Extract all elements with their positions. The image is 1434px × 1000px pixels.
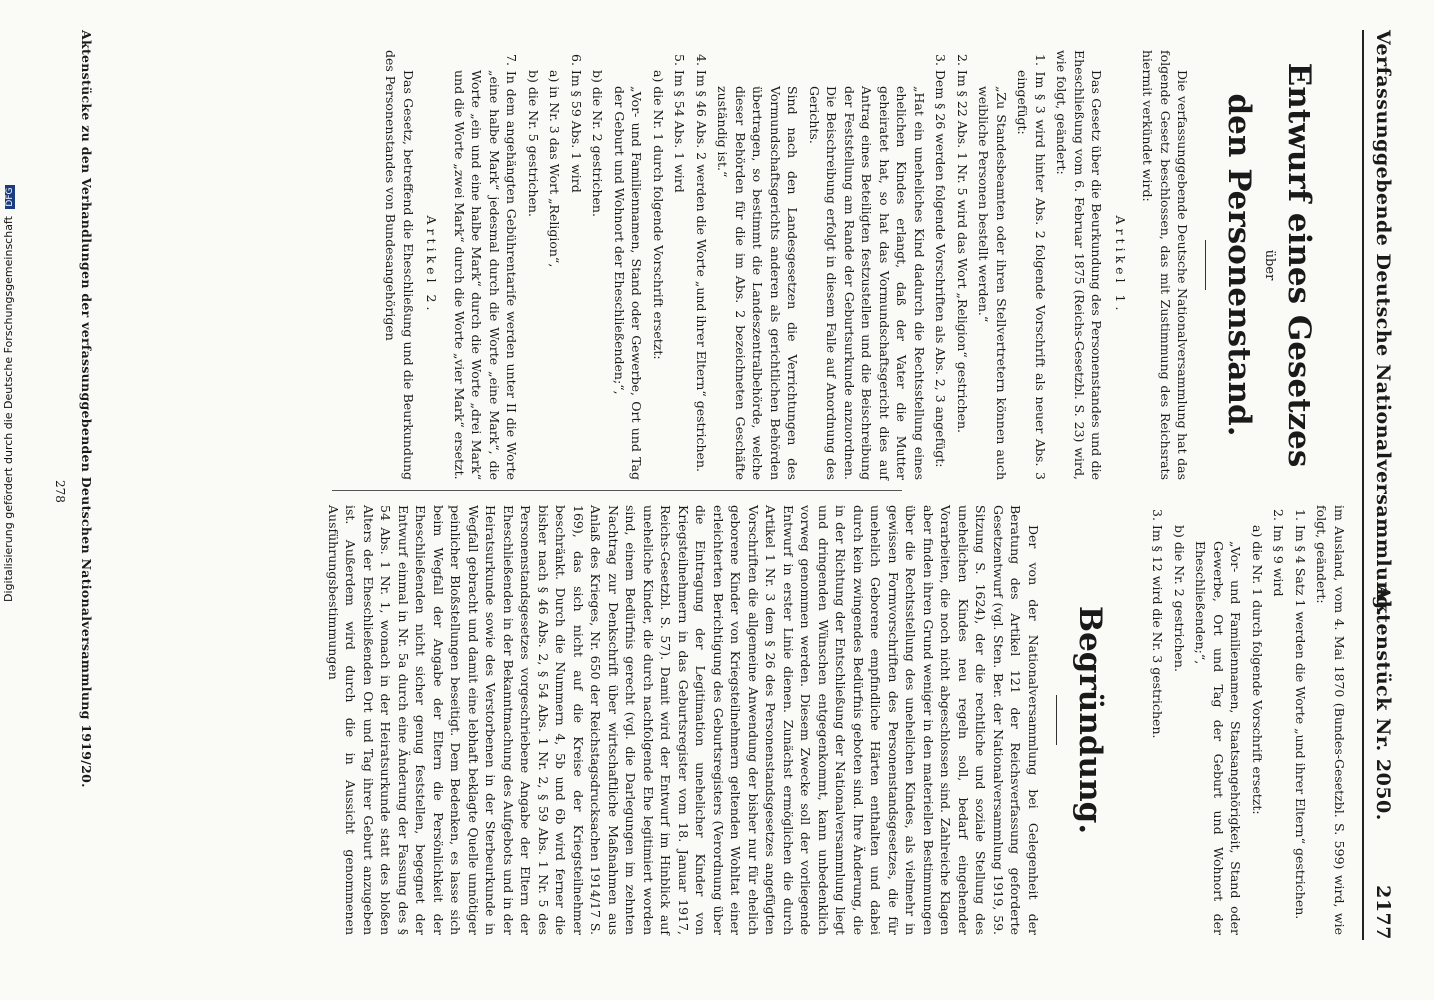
page-number: 278 [53,480,67,503]
r-item-2a-quote: „Vor- und Familiennamen, Staatsangehörigkeit, Stand oder Gewerbe, Ort und Tag der Geburt und Wohnort der Eheschließenden;“, [1193,541,1244,935]
r-item-2a: a) die Nr. 1 durch folgende Vorschrift ersetzt: [1250,525,1265,815]
column-divider [332,490,902,491]
item-3-quote-2: Sind nach den Landesgesetzen die Verrichtungen des Vormundschaftsgerichts anderen als gerichtlichen Behörden übertragen, so bestimmt die Landeszentralbehörde, welche dieser Behörden für die im Abs. 2 bezeichneten Geschäfte zuständig ist.“ [715,86,801,480]
item-6: 6. Im § 59 Abs. 1 wird [569,54,584,193]
intro-paragraph: Die verfassunggebende Deutsche Nationalversammlung hat das folgende Gesetz beschlossen, das mit Zustimmung des Reichsrats hiermit verkündet wird: [1140,50,1191,480]
header-document-number [1372,585,1394,940]
artikel-2-heading: Artikel 2. [424,215,440,315]
r-item-2: 2. Im § 9 wird [1271,509,1287,597]
document-title: Entwurf eines Gesetzes [1281,62,1317,468]
r-item-3: 3. Im § 12 wird die Nr. 3 gestrichen. [1150,509,1166,739]
page-header [1362,30,1400,940]
title-ueber: über [1262,249,1277,281]
r-item-1: 1. Im § 4 Satz 1 werden die Worte „und ihrer Eltern“ gestrichen. [1293,509,1308,920]
item-1-quote: „Zu Standesbeamten oder ihren Stellvertretern können auch weibliche Personen bestellt werden.“ [976,86,1009,480]
document-subtitle: den Personenstand. [1221,93,1258,437]
digitization-note-text: Digitalisierung gefördert durch die Deutsche Forschungsgemeinschaft [2,216,15,602]
right-column [321,505,1349,935]
begruendung-paragraph: Der von der Nationalversammlung bei Gelegenheit der Beratung des Artikel 121 der Reichsverfassung geforderte Gesetzentwurf (vgl. Sten. Ber. der Nationalversammlung 1919, 59. Sitzung S. 1624), der die rechtliche und soziale Stellung des unehelichen Kindes neu regeln soll, bedarf eingehender Vorarbeiten, die noch nicht abgeschlossen sind. Zahlreiche Klagen aber finden ihren Grund weniger in den materiellen Bestimmungen über die Rechtsstellung des unehelichen Kindes, als vielmehr in gewissen Formvorschriften des Personenstandsgesetzes, die für unehelich Geborene empfindliche Härten enthalten und dabei durch kein zwingendes Bedürfnis geboten sind. Ihre Änderung, die in der Richtung der Entschließung der Nationalversammlung liegt und dringenden Wünschen entgegenkommt, kann unbedenklich vorweg genommen werden. Diesem Zwecke soll der vorliegende Entwurf in erster Linie dienen. Zunächst ermöglichen die durch Artikel 1 Nr. 3 dem § 26 des Personenstandsgesetzes angefügten Vorschriften die allgemeine Anwendung der bisher nur für ehelich geborene Kinder von Kriegsteilnehmern geltenden Wohltat einer erleichterten Berichtigung des Geburtsregisters (Verordnung über die Eintragung der Legitimation unehelicher Kinder von Kriegsteilnehmern in das Geburtsregister vom 18. Januar 1917, Reichs-Gesetzbl. S. 57). Damit wird der Entwurf im Hinblick auf uneheliche Kinder, die durch nachfolgende Ehe legitimiert worden sind, einem Bedürfnis gerecht (vgl. die Darlegungen im zehnten Nachtrag zur Denkschrift über wirtschaftliche Maßnahmen aus Anlaß des Krieges, Nr. 650 der Reichstagsdrucksachen 1914/17 S. 169), das sich nicht auf die Kreise der Kriegsteilnehmer beschränkt. Durch die Nummern 4, 5b und 6b wird ferner die bisher nach § 46 Abs. 2, § 54 Abs. 1 Nr. 2, § 59 Abs. 1 Nr. 5 des Personenstandsgesetzes vorgeschriebene Angabe der Eltern der Eheschließenden in der Bekanntmachung des Aufgebots und in der Heiratsurkunde sowie des Verstorbenen in der Sterbeurkunde in Wegfall gebracht und damit eine lebhaft beklagte Quelle unnötiger peinlicher Bloßstellungen beseitigt. Dem Bedenken, es lasse sich beim Wegfall der Angabe der Eltern die Persönlichkeit der Eheschließenden nicht sicher genug feststellen, begegnet der Entwurf einmal in Nr. 5a durch eine Änderung der Fassung des § 54 Abs. 1 Nr. 1, wonach in der Heiratsurkunde statt des bloßen Alters der Eheschließenden Ort und Tag ihrer Geburt anzugeben ist. Außerdem wird durch die in Aussicht genommenen Ausführungsbestimmungen [326,505,1041,935]
item-5b: b) die Nr. 2 gestrichen. [590,70,606,217]
continuation-text: im Ausland, vom 4. Mai 1870 (Bundes-Gesetzbl. S. 599) wird, wie folgt, geändert: [1314,505,1347,935]
title-rule [1206,240,1207,290]
header-aktenstueck: Aktenstück Nr. 2050. [1372,585,1394,821]
item-5: 5. Im § 54 Abs. 1 wird [672,54,688,193]
item-2: 2. Im § 22 Abs. 1 Nr. 5 wird das Wort „Religion“ gestrichen. [955,54,970,433]
artikel-1-intro: Das Gesetz über die Beurkundung des Personenstandes und die Eheschließung vom 6. Februar 1875 (Reichs-Gesetzbl. S. 23) wird, wie folgt, geändert: [1054,50,1105,480]
digitization-note [2,185,15,602]
item-5a: a) die Nr. 1 durch folgende Vorschrift ersetzt: [651,70,666,360]
item-1: 1. Im § 3 wird hinter Abs. 2 folgende Vorschrift als neuer Abs. 3 eingefügt: [1015,54,1048,480]
header-page-number: 2177 [1372,885,1394,940]
artikel-2-text: Das Gesetz, betreffend die Eheschließung und die Beurkundung des Personenstandes von Bundesangehörigen [383,50,416,480]
footer-line: Aktenstücke zu den Verhandlungen der verfassunggebenden Deutschen Nationalversammlung 1919/20. [79,30,94,788]
begruendung-heading: Begründung. [1072,605,1108,835]
item-6a: a) in Nr. 3 das Wort „Religion“, [547,70,563,268]
dfg-logo: DFG [5,187,15,207]
item-5a-quote: „Vor- und Familiennamen, Stand oder Gewerbe, Ort und Tag der Geburt und Wohnort der Eheschließenden;“, [612,86,645,480]
item-6b: b) die Nr. 5 gestrichen. [526,70,541,217]
item-7: 7. In dem angehängten Gebührentarife werden unter II die Worte „eine halbe Mark“ jedesmal durch die Worte „eine Mark“, die Worte „ein und eine halbe Mark“ durch die Worte „drei Mark“ und die Worte „zwei Mark“ durch die Worte „vier Mark“ ersetzt. [452,54,520,480]
item-3: 3. Dem § 26 werden folgende Vorschriften als Abs. 2, 3 angefügt: [933,54,949,468]
item-4: 4. Im § 46 Abs. 2 werden die Worte „und ihrer Eltern“ gestrichen. [694,54,709,472]
header-title: Verfassunggebende Deutsche Nationalversammlung. [1372,30,1394,617]
item-3-quote-1: „Hat ein uneheliches Kind dadurch die Rechtsstellung eines ehelichen Kindes erlangt, daß der Vater die Mutter geheiratet hat, so hat das Vormundschaftsgericht dies auf Antrag eines Beteiligten festzustellen und die Beischreibung der Feststellung am Rande der Geburtsurkunde anzuordnen. Die Beischreibung erfolgt in diesem Falle auf Anordnung des Gerichts. [807,86,927,480]
left-column [378,50,1348,480]
artikel-1-heading: Artikel 1. [1113,215,1128,315]
r-item-2b: b) die Nr. 2 gestrichen. [1172,525,1187,672]
begruendung-rule [1056,695,1057,745]
rotated-page-content [32,10,1412,970]
